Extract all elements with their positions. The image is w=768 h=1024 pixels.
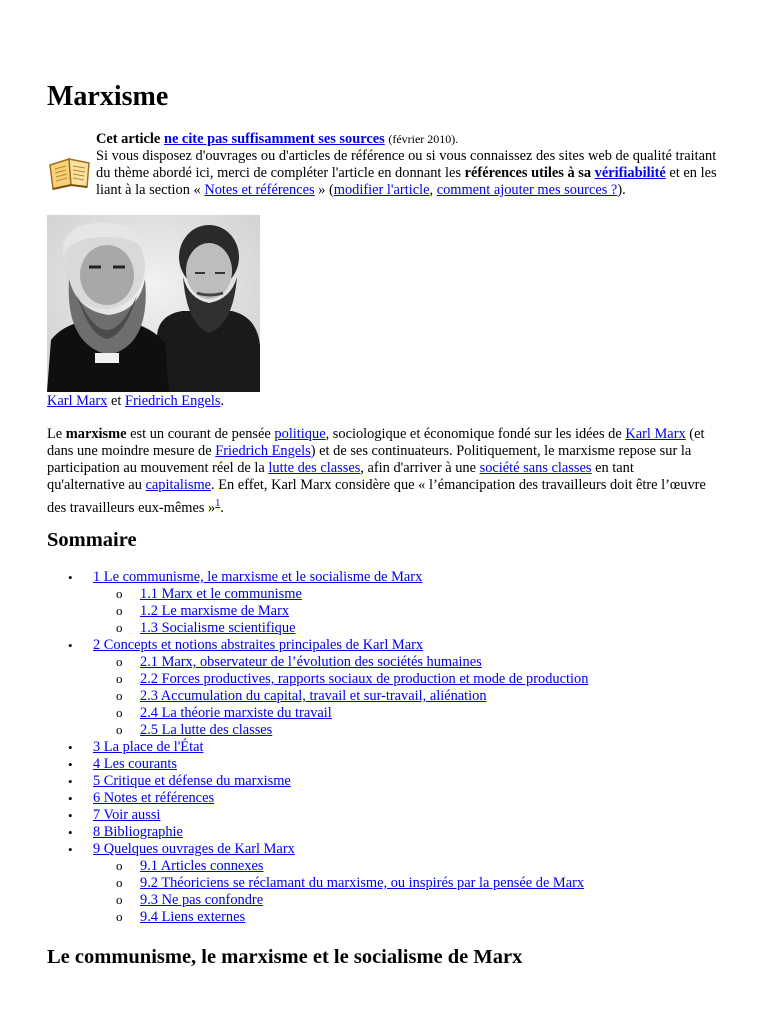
intro-footnote-1[interactable]: 1 [215, 498, 221, 509]
notice-link-modifier[interactable]: modifier l'article [333, 182, 430, 198]
intro-t3: , sociologique et économique fondé sur les idées de [325, 426, 622, 442]
toc-item [47, 739, 747, 756]
toc-item [47, 773, 747, 790]
toc-item [47, 824, 747, 841]
image-caption [47, 393, 224, 410]
toc-sublink[interactable]: 2.3 Accumulation du capital, travail et sur-travail, aliénation [140, 688, 487, 704]
toc-link[interactable]: 5 Critique et défense du marxisme [93, 773, 291, 789]
notice-mid2: » ( [318, 182, 334, 198]
intro-t6: , afin d'arriver à une [360, 460, 476, 476]
intro-link-engels[interactable]: Friedrich Engels [215, 443, 311, 459]
toc-sublink[interactable]: 9.4 Liens externes [140, 909, 246, 925]
notice-link-notes[interactable]: Notes et références [204, 182, 315, 198]
toc-link[interactable]: 2 Concepts et notions abstraites principales de Karl Marx [93, 637, 424, 653]
notice-link-sources[interactable]: ne cite pas suffisamment ses sources [163, 131, 385, 147]
toc-item [47, 756, 747, 773]
toc-item [47, 807, 747, 824]
section-heading: Le communisme, le marxisme et le socialisme de Marx [47, 946, 523, 968]
toc-subitem [47, 671, 747, 688]
toc-list [47, 569, 747, 926]
intro-link-capitalisme[interactable]: capitalisme [145, 477, 212, 493]
toc-item [47, 841, 747, 858]
notice-mid: et en les liant à la section « [96, 165, 717, 198]
notice-link-verifiabilite[interactable]: vérifiabilité [594, 165, 666, 181]
intro-t5: ) et de ses continuateurs. Politiquement, le marxisme repose sur la participation au mouvement réel de la [47, 443, 692, 476]
intro-t2: est un courant de pensée [130, 426, 271, 442]
caption-link-marx[interactable]: Karl Marx [47, 393, 108, 409]
intro-t8: . En effet, Karl Marx considère que « l’émancipation des travailleurs doit être l’œuvre des travailleurs eux-mêmes » [47, 477, 706, 516]
toc-link[interactable]: 8 Bibliographie [93, 824, 183, 840]
toc-subitem [47, 858, 747, 875]
intro-t7: en tant qu'alternative au [47, 460, 634, 493]
toc-subitem [47, 586, 747, 603]
notice-end: ). [617, 182, 626, 198]
notice-comma: , [429, 182, 434, 198]
open-book-icon [47, 153, 93, 193]
toc-subitem [47, 722, 747, 739]
toc-sublink[interactable]: 1.1 Marx et le communisme [140, 586, 302, 602]
toc-subitem [47, 705, 747, 722]
intro-link-lutte[interactable]: lutte des classes [268, 460, 361, 476]
intro-link-politique[interactable]: politique [274, 426, 326, 442]
toc-sublink[interactable]: 9.2 Théoriciens se réclamant du marxisme, ou inspirés par la pensée de Marx [140, 875, 585, 891]
toc-sublink[interactable]: 2.4 La théorie marxiste du travail [140, 705, 332, 721]
toc-item [47, 569, 747, 586]
toc-link[interactable]: 1 Le communisme, le marxisme et le socialisme de Marx [93, 569, 423, 585]
notice-date: (février 2010). [388, 132, 459, 146]
toc-subitem [47, 620, 747, 637]
toc-link[interactable]: 3 La place de l'État [93, 739, 204, 755]
intro-t9: . [220, 499, 224, 516]
page-title: Marxisme [47, 81, 169, 112]
toc-link[interactable]: 9 Quelques ouvrages de Karl Marx [93, 841, 295, 857]
notice-body: Si vous disposez d'ouvrages ou d'articles de référence ou si vous connaissez des sites web de qualité traitant du thème abordé ici, merci de compléter l'article en donnant les [96, 148, 717, 181]
notice-bold: références utiles à sa [464, 165, 592, 181]
notice-lead: Cet article [96, 131, 161, 147]
toc-sublink[interactable]: 9.3 Ne pas confondre [140, 892, 264, 908]
toc-link[interactable]: 7 Voir aussi [93, 807, 161, 823]
toc-sublink[interactable]: 2.2 Forces productives, rapports sociaux de production et mode de production [140, 671, 589, 687]
toc-link[interactable]: 6 Notes et références [93, 790, 215, 806]
toc-subitem [47, 654, 747, 671]
intro-t4: (et dans une moindre mesure de [47, 426, 705, 459]
intro-t1: Le [47, 426, 63, 442]
toc-subitem [47, 892, 747, 909]
caption-and: et [110, 393, 122, 409]
intro-link-societe[interactable]: société sans classes [479, 460, 592, 476]
marx-engels-portrait[interactable] [47, 215, 260, 392]
toc-subitem [47, 909, 747, 926]
toc-item [47, 637, 747, 654]
caption-link-engels[interactable]: Friedrich Engels [124, 393, 221, 409]
toc-link[interactable]: 4 Les courants [93, 756, 177, 772]
table-of-contents [47, 569, 747, 926]
toc-sublink[interactable]: 1.2 Le marxisme de Marx [140, 603, 290, 619]
intro-link-karl-marx[interactable]: Karl Marx [625, 426, 686, 442]
toc-subitem [47, 688, 747, 705]
toc-sublink[interactable]: 2.1 Marx, observateur de l’évolution des sociétés humaines [140, 654, 482, 670]
toc-item [47, 790, 747, 807]
toc-subitem [47, 875, 747, 892]
toc-sublink[interactable]: 1.3 Socialisme scientifique [140, 620, 296, 636]
toc-sublink[interactable]: 9.1 Articles connexes [140, 858, 264, 874]
intro-paragraph [47, 426, 715, 517]
caption-end: . [220, 393, 225, 409]
toc-subitem [47, 603, 747, 620]
toc-sublink[interactable]: 2.5 La lutte des classes [140, 722, 273, 738]
intro-b1: marxisme [65, 426, 127, 442]
notice-link-comment[interactable]: comment ajouter mes sources ? [436, 182, 618, 198]
sommaire-heading: Sommaire [47, 529, 137, 551]
